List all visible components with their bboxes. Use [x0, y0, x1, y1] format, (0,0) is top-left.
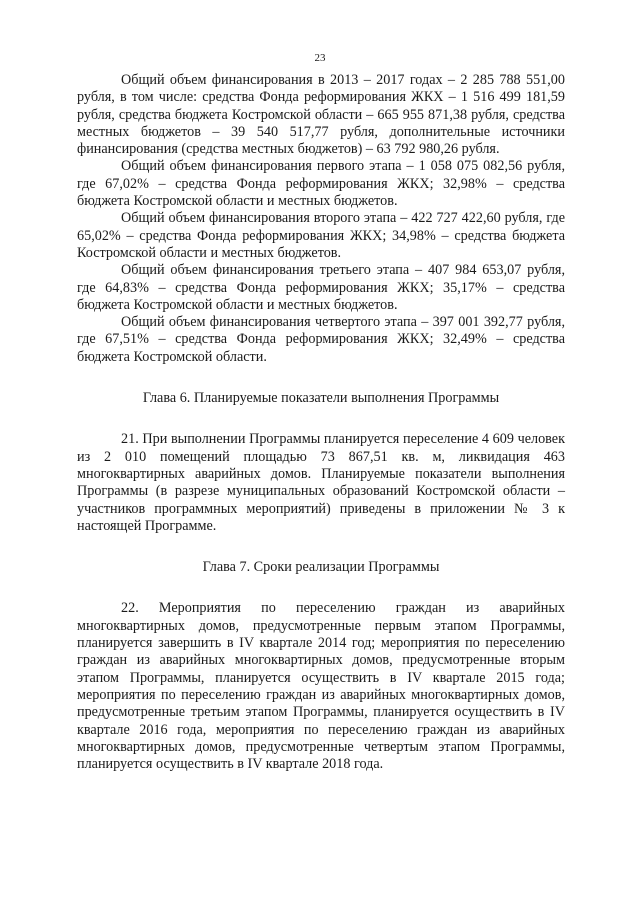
- chapter7-heading: Глава 7. Сроки реализации Программы: [202, 559, 440, 576]
- financing-total-paragraph: Общий объем финансирования в 2013 – 2017 годах – 2 285 788 551,00 рубля, в том числе: средства Фонда реформирования ЖКХ – 1 516 499 181,59 рубля, средства бюджета Костромской области – 665 955 871,38 рубля, средства местных бюджетов – 39 540 517,77 рубля, дополнительные источники финансирования (средства местных бюджетов) – 63 792 980,26 рубля.: [77, 72, 565, 158]
- financing-stage1-paragraph: Общий объем финансирования первого этапа – 1 058 075 082,56 рубля, где 67,02% – средства Фонда реформирования ЖКХ; 32,98% – средства бюджета Костромской области и местных бюджетов.: [77, 158, 565, 210]
- financing-stage4-paragraph: Общий объем финансирования четвертого этапа – 397 001 392,77 рубля, где 67,51% – средства Фонда реформирования ЖКХ; 32,49% – средства бюджета Костромской области.: [77, 314, 565, 365]
- document-body: [77, 72, 565, 773]
- chapter6-heading: Глава 6. Планируемые показатели выполнения Программы: [142, 390, 500, 407]
- page-number: 23: [314, 52, 326, 64]
- chapter6-paragraph: 21. При выполнении Программы планируется переселение 4 609 человек из 2 010 помещений площадью 73 867,51 кв. м, ликвидация 463 многоквартирных аварийных домов. Планируемые показатели выполнения Программы (в разрезе муниципальных образований Костромской области – участников программных мероприятий) приведены в приложении № 3 к настоящей Программе.: [77, 431, 565, 534]
- chapter7-paragraph: 22. Мероприятия по переселению граждан из аварийных многоквартирных домов, предусмотренные первым этапом Программы, планируется завершить в IV квартале 2014 год; мероприятия по переселению граждан из аварийных многоквартирных домов, предусмотренные вторым этапом Программы, планируется осуществить в IV квартале 2015 года; мероприятия по переселению граждан из аварийных многоквартирных домов, предусмотренные третьим этапом Программы, планируется осуществить в IV квартале 2016 года, мероприятия по переселению граждан из аварийных многоквартирных домов, предусмотренные четвертым этапом Программы, планируется осуществить в IV квартале 2018 года.: [77, 600, 565, 773]
- financing-stage2-paragraph: Общий объем финансирования второго этапа – 422 727 422,60 рубля, где 65,02% – средства Фонда реформирования ЖКХ; 34,98% – средства бюджета Костромской области и местных бюджетов.: [77, 210, 565, 261]
- financing-stage3-paragraph: Общий объем финансирования третьего этапа – 407 984 653,07 рубля, где 64,83% – средства Фонда реформирования ЖКХ; 35,17% – средства бюджета Костромской области и местных бюджетов.: [77, 262, 565, 313]
